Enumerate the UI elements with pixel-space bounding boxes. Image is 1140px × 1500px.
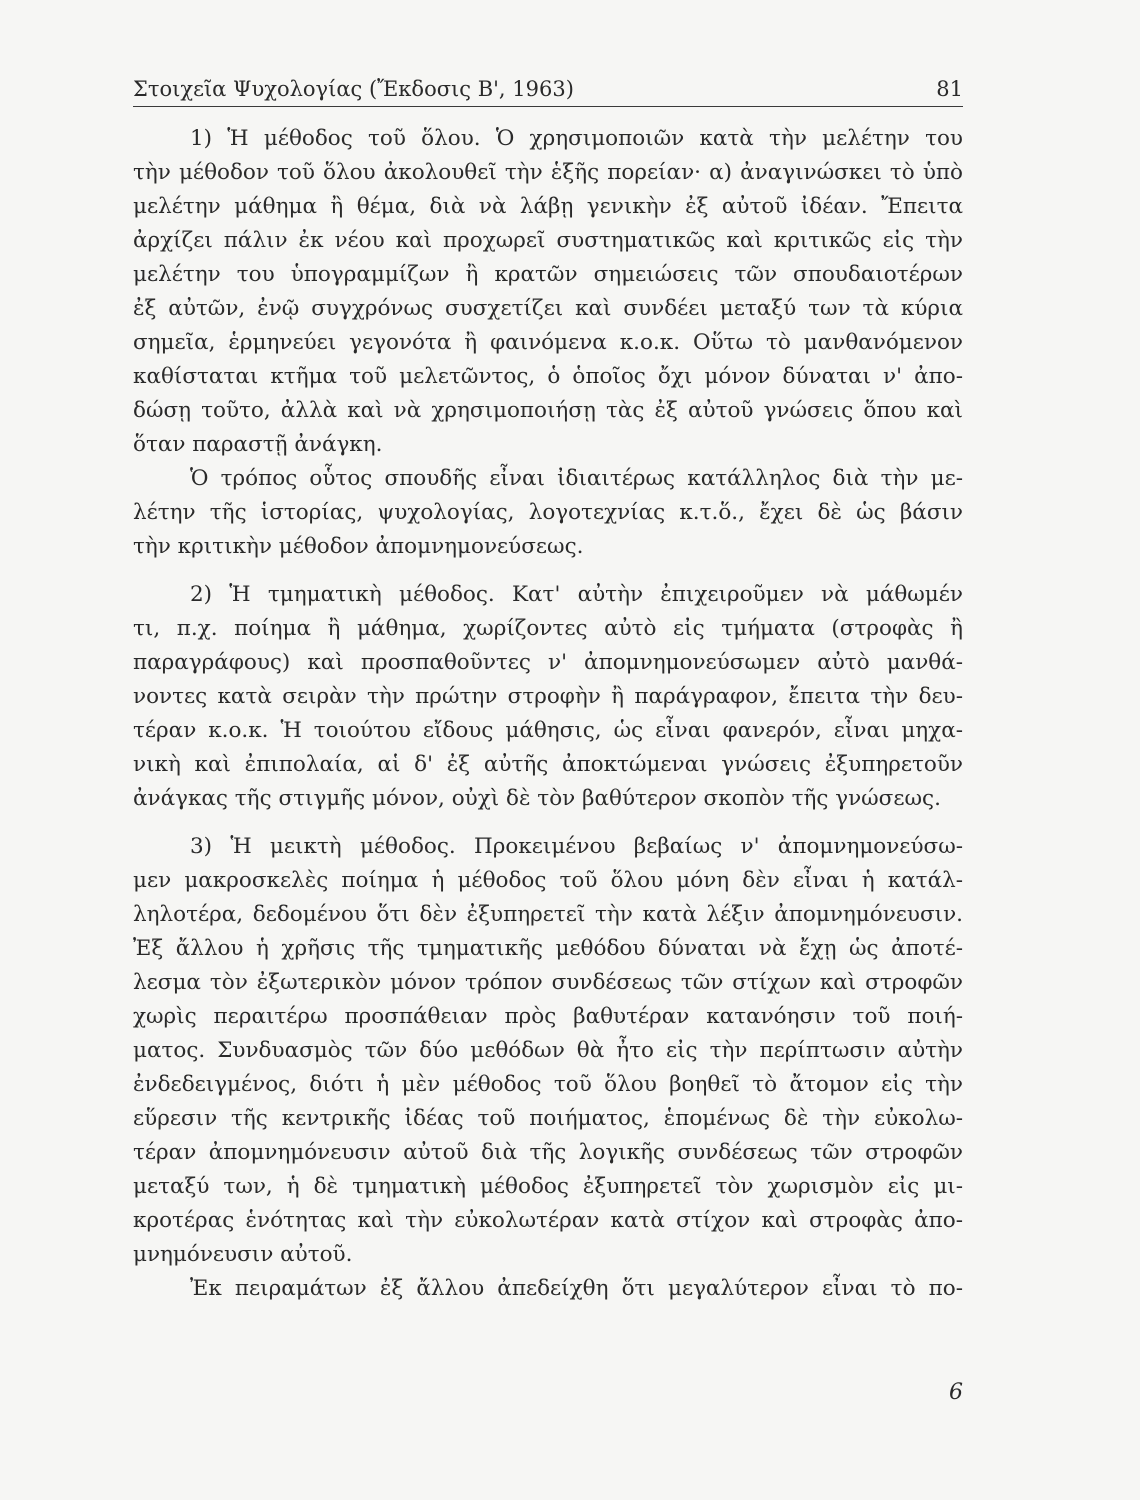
text-line: μεταξύ των, ἡ δὲ τμηματικὴ μέθοδος ἐξυπηρετεῖ τὸν χωρισμὸν εἰς μι-	[133, 1174, 963, 1199]
paragraph-gap	[133, 564, 963, 578]
text-line: ἀρχίζει πάλιν ἐκ νέου καὶ προχωρεῖ συστηματικῶς καὶ κριτικῶς εἰς τὴν	[133, 228, 963, 253]
signature-mark: 6	[949, 1380, 963, 1405]
text-line: τι, π.χ. ποίημα ἢ μάθημα, χωρίζοντες αὐτὸ εἰς τμήματα (στροφὰς ἢ	[133, 616, 963, 641]
text-line: νικὴ καὶ ἐπιπολαία, αἱ δ' ἐξ αὐτῆς ἀποκτώμεναι γνώσεις ἐξυπηρετοῦν	[133, 752, 963, 777]
text-line: Ἐξ ἄλλου ἡ χρῆσις τῆς τμηματικῆς μεθόδου δύναται νὰ ἔχῃ ὡς ἀποτέ-	[133, 936, 963, 961]
text-line: ἀνάγκας τῆς στιγμῆς μόνον, οὐχὶ δὲ τὸν βαθύτερον σκοπὸν τῆς γνώσεως.	[133, 786, 941, 811]
text-line: καθίσταται κτῆμα τοῦ μελετῶντος, ὁ ὁποῖος ὄχι μόνον δύναται ν' ἀπο-	[133, 364, 963, 389]
text-line: 3) Ἡ μεικτὴ μέθοδος. Προκειμένου βεβαίως ν' ἀπομνημονεύσω-	[190, 834, 963, 859]
paragraph-experiments	[133, 1272, 963, 1306]
text-line: Ὁ τρόπος οὗτος σπουδῆς εἶναι ἰδιαιτέρως κατάλληλος διὰ τὴν με-	[190, 466, 963, 491]
text-line: μελέτην μάθημα ἢ θέμα, διὰ νὰ λάβῃ γενικὴν ἐξ αὐτοῦ ἰδέαν. Ἔπειτα	[133, 194, 963, 219]
text-line: λεσμα τὸν ἐξωτερικὸν μόνον τρόπον συνδέσεως τῶν στίχων καὶ στροφῶν	[133, 970, 963, 995]
text-line: κροτέρας ἑνότητας καὶ τὴν εὐκολωτέραν κατὰ στίχον καὶ στροφὰς ἀπο-	[133, 1208, 963, 1233]
paragraph-segmental-method	[133, 578, 963, 816]
text-line: παραγράφους) καὶ προσπαθοῦντες ν' ἀπομνημονεύσωμεν αὐτὸ μανθά-	[133, 650, 963, 675]
running-header	[133, 74, 963, 104]
text-line: τέραν κ.ο.κ. Ἡ τοιούτου εἴδους μάθησις, ὡς εἶναι φανερόν, εἶναι μηχα-	[133, 718, 963, 743]
text-line: χωρὶς περαιτέρω προσπάθειαν πρὸς βαθυτέραν κατανόησιν τοῦ ποιή-	[133, 1004, 963, 1029]
text-line: 2) Ἡ τμηματικὴ μέθοδος. Κατ' αὐτὴν ἐπιχειροῦμεν νὰ μάθωμέν	[190, 582, 963, 607]
text-line: μεν μακροσκελὲς ποίημα ἡ μέθοδος τοῦ ὅλου μόνη δὲν εἶναι ἡ κατάλ-	[133, 868, 963, 893]
page-body	[133, 122, 963, 1306]
text-line: 1) Ἡ μέθοδος τοῦ ὅλου. Ὁ χρησιμοποιῶν κατὰ τὴν μελέτην του	[190, 126, 963, 151]
page-number: 81	[936, 77, 963, 101]
text-line: ματος. Συνδυασμὸς τῶν δύο μεθόδων θὰ ἦτο εἰς τὴν περίπτωσιν αὐτὴν	[133, 1038, 963, 1063]
text-line: μελέτην του ὑπογραμμίζων ἢ κρατῶν σημειώσεις τῶν σπουδαιοτέρων	[133, 262, 963, 287]
text-line: σημεῖα, ἑρμηνεύει γεγονότα ἢ φαινόμενα κ.ο.κ. Οὕτω τὸ μανθανόμενον	[133, 330, 963, 355]
text-line: ἐνδεδειγμένος, διότι ἡ μὲν μέθοδος τοῦ ὅλου βοηθεῖ τὸ ἄτομον εἰς τὴν	[133, 1072, 963, 1097]
text-line: δώσῃ τοῦτο, ἀλλὰ καὶ νὰ χρησιμοποιήσῃ τὰς ἐξ αὐτοῦ γνώσεις ὅπου καὶ	[133, 398, 963, 423]
paragraph-suitability	[133, 462, 963, 564]
paragraph-gap	[133, 816, 963, 830]
text-line: ληλοτέρα, δεδομένου ὅτι δὲν ἐξυπηρετεῖ τὴν κατὰ λέξιν ἀπομνημόνευσιν.	[133, 902, 963, 927]
text-line: ὅταν παραστῇ ἀνάγκη.	[133, 432, 383, 457]
text-line: εὕρεσιν τῆς κεντρικῆς ἰδέας τοῦ ποιήματος, ἑπομένως δὲ τὴν εὐκολω-	[133, 1106, 963, 1131]
text-line: τὴν μέθοδον τοῦ ὅλου ἀκολουθεῖ τὴν ἑξῆς πορείαν· α) ἀναγινώσκει τὸ ὑπὸ	[133, 160, 963, 185]
paragraph-method-of-whole	[133, 122, 963, 462]
text-line: μνημόνευσιν αὐτοῦ.	[133, 1242, 353, 1267]
header-rule	[133, 106, 963, 107]
text-line: ἐξ αὐτῶν, ἐνῷ συγχρόνως συσχετίζει καὶ συνδέει μεταξύ των τὰ κύρια	[133, 296, 963, 321]
text-line: τέραν ἀπομνημόνευσιν αὐτοῦ διὰ τῆς λογικῆς συνδέσεως τῶν στροφῶν	[133, 1140, 963, 1165]
text-line: Ἐκ πειραμάτων ἐξ ἄλλου ἀπεδείχθη ὅτι μεγαλύτερον εἶναι τὸ πο-	[190, 1276, 963, 1301]
running-title: Στοιχεῖα Ψυχολογίας (Ἔκδοσις Β', 1963)	[133, 77, 574, 101]
text-line: λέτην τῆς ἱστορίας, ψυχολογίας, λογοτεχνίας κ.τ.ὅ., ἔχει δὲ ὡς βάσιν	[133, 500, 963, 525]
paragraph-mixed-method	[133, 830, 963, 1272]
text-line: τὴν κριτικὴν μέθοδον ἀπομνημονεύσεως.	[133, 534, 584, 559]
text-line: νοντες κατὰ σειρὰν τὴν πρώτην στροφὴν ἢ παράγραφον, ἔπειτα τὴν δευ-	[133, 684, 963, 709]
